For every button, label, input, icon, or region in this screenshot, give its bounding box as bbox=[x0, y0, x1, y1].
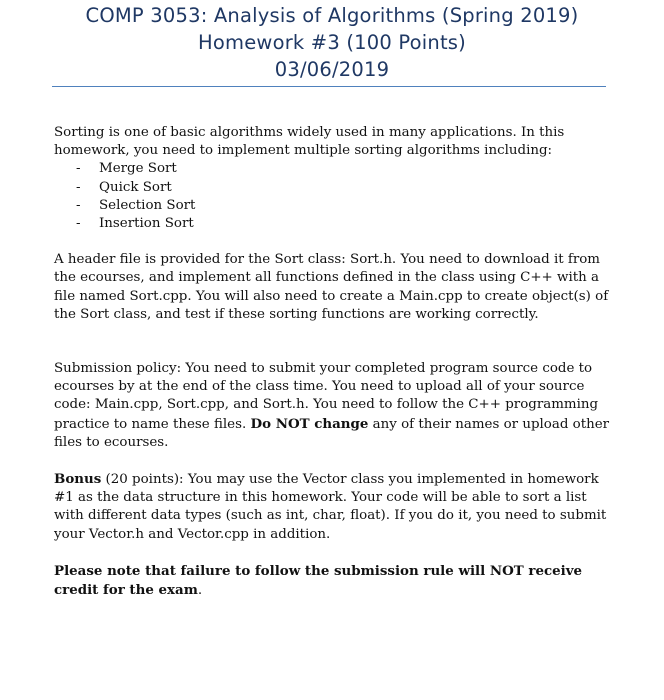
sort-algorithm-list bbox=[54, 160, 614, 233]
note-paragraph: Please note that failure to follow the submission rule will NOT receive credit for the exam. bbox=[54, 562, 583, 599]
list-item: - Quick Sort bbox=[76, 179, 172, 195]
list-item: - Merge Sort bbox=[76, 161, 177, 177]
title-divider bbox=[52, 86, 606, 87]
document-body bbox=[54, 124, 614, 600]
title-block bbox=[0, 2, 664, 83]
list-item: - Insertion Sort bbox=[76, 216, 194, 232]
note-emphasis: Please note that failure to follow the submission rule will NOT receive credit for the exam bbox=[54, 562, 583, 599]
submission-policy-paragraph: Submission policy: You need to submit your completed program source code to ecourses by at the end of the class time. You need to upload all of your source code: Main.cpp, Sort.cpp, and Sort.h. You need to follow the C++ programming practice to name these files. Do NOT change any of their names or upload other files to ecourses. bbox=[54, 361, 610, 450]
date: 03/06/2019 bbox=[274, 58, 390, 81]
bonus-paragraph: Bonus (20 points): You may use the Vector class you implemented in homework #1 as the data structure in this homework. Your code will be able to sort a list with different data types (such as int, char, float). If you do it, you need to submit your Vector.h and Vector.cpp in addition. bbox=[54, 471, 607, 542]
header-file-paragraph: A header file is provided for the Sort class: Sort.h. You need to download it from the ecourses, and implement all functions defined in the class using C++ with a file named Sort.cpp. You will also need to create a Main.cpp to create object(s) of the Sort class, and test if these sorting functions are working correctly. bbox=[54, 252, 609, 322]
page-title: COMP 3053: Analysis of Algorithms (Spring 2019) bbox=[85, 4, 579, 27]
intro-paragraph: Sorting is one of basic algorithms widely used in many applications. In this homework, you need to implement multiple sorting algorithms including: bbox=[54, 125, 565, 159]
do-not-change-emphasis: Do NOT change bbox=[250, 415, 369, 432]
bonus-label: Bonus bbox=[54, 471, 102, 488]
page-subtitle: Homework #3 (100 Points) bbox=[198, 31, 466, 54]
list-item: - Selection Sort bbox=[76, 197, 196, 213]
